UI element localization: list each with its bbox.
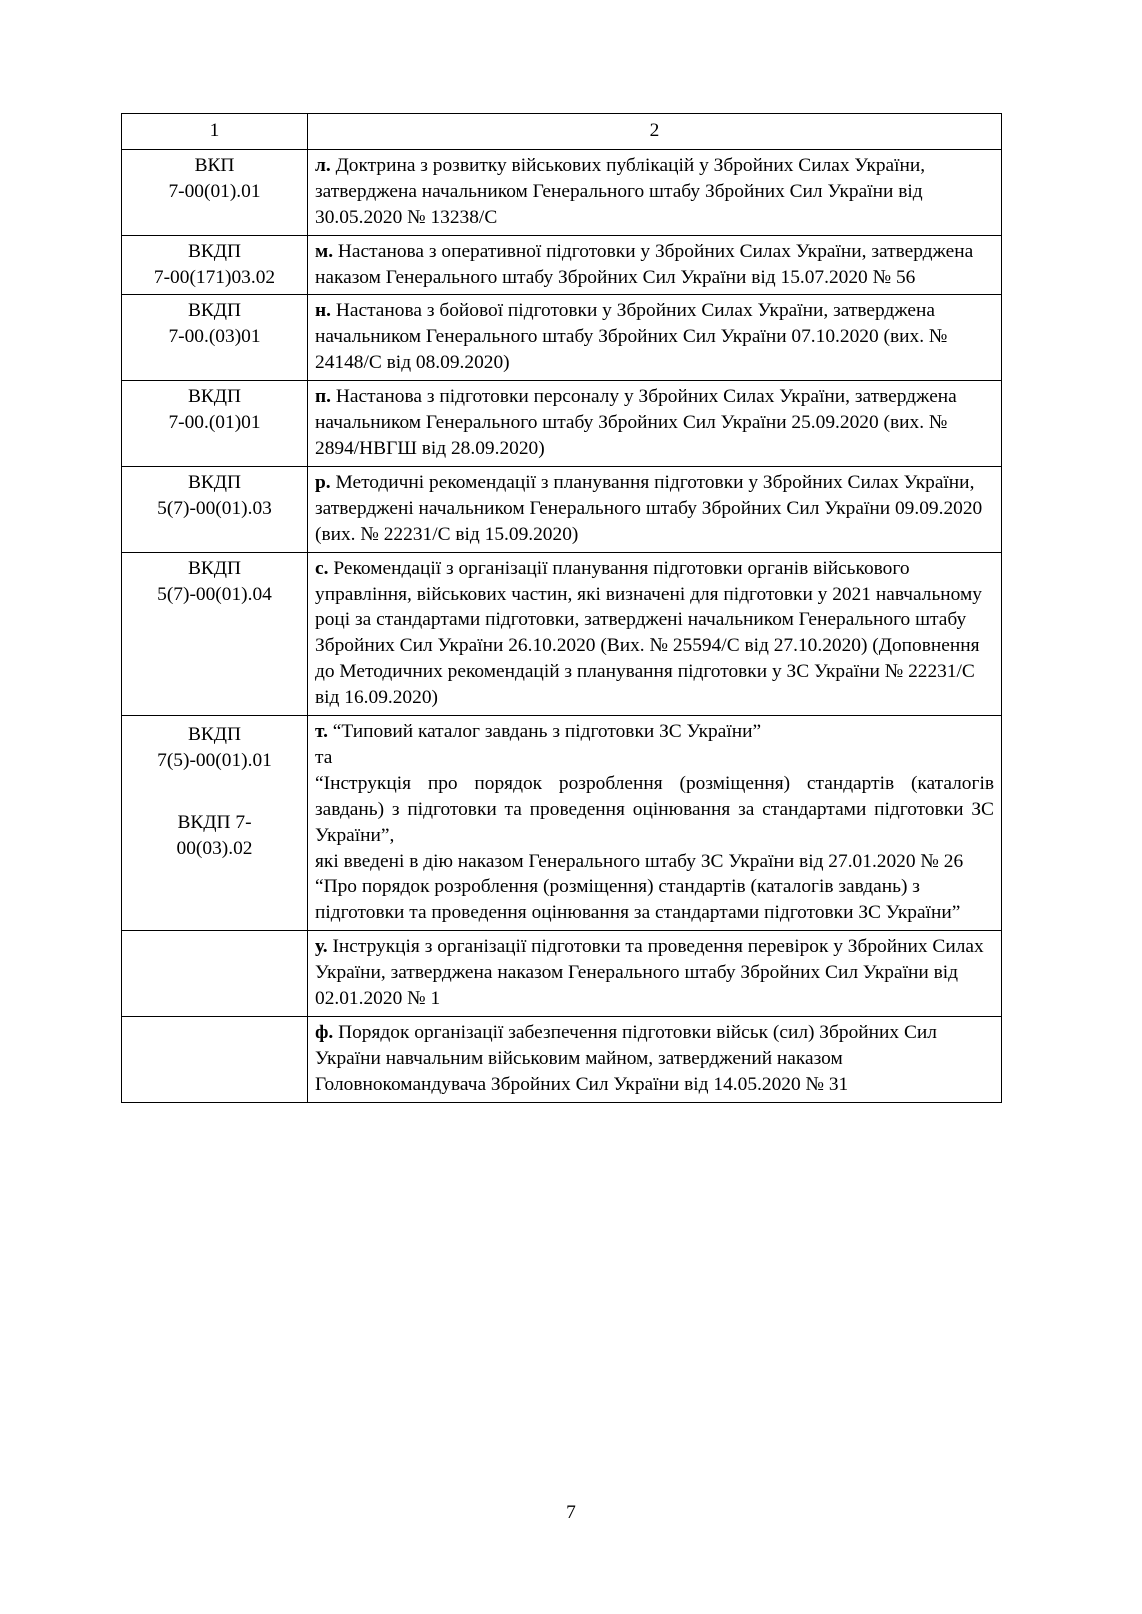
document-code-cell [122, 1017, 308, 1103]
table-row [122, 931, 1002, 1017]
document-code-cell [122, 716, 308, 931]
code-line: ВКП [194, 154, 235, 176]
code-line: ВКДП [187, 724, 242, 746]
code-line: 7-00.(03)01 [168, 326, 261, 348]
item-marker: п. [315, 386, 332, 408]
column-header-2: 2 [308, 114, 1002, 150]
document-code-cell [122, 235, 308, 295]
document-description-cell [308, 1017, 1002, 1103]
item-text: та [315, 746, 333, 768]
table-row [122, 149, 1002, 235]
column-header-1: 1 [122, 114, 308, 150]
table-row [122, 466, 1002, 552]
document-description-cell [308, 149, 1002, 235]
code-line: ВКДП [187, 471, 242, 493]
table-row [122, 1017, 1002, 1103]
item-text: Методичні рекомендації з планування підготовки у Збройних Силах України, затверджені начальником Генерального штабу Збройних Сил України 09.09.2020 (вих. № 22231/С від 15.09.2020) [315, 471, 983, 545]
code-line: 7-00(01).01 [168, 180, 261, 202]
code-line: 7-00(171)03.02 [153, 266, 276, 288]
document-description-cell [308, 235, 1002, 295]
document-code-cell [122, 149, 308, 235]
code-line: 7-00.(01)01 [168, 412, 261, 434]
item-text: які введені в дію наказом Генерального штабу ЗС України від 27.01.2020 № 26 “Про порядок розроблення (розміщення) стандартів (каталогів завдань) з підготовки та проведення оцінювання за стандартами підготовки ЗС України” [315, 850, 964, 924]
item-marker: н. [315, 300, 332, 322]
item-marker: л. [315, 154, 331, 176]
page-number: 7 [566, 1502, 576, 1523]
document-description-cell [308, 552, 1002, 715]
table-row [122, 235, 1002, 295]
item-text: Доктрина з розвитку військових публікацій у Збройних Силах України, затверджена начальником Генерального штабу Збройних Сил України від 30.05.2020 № 13238/С [315, 154, 926, 228]
item-marker: т. [315, 721, 328, 743]
code-line: ВКДП [187, 240, 242, 262]
item-text: “Інструкція про порядок розроблення (розміщення) стандартів (каталогів завдань) з підготовки та проведення оцінювання за стандартами підготовки ЗС України”, [315, 772, 994, 846]
document-code-cell [122, 552, 308, 715]
document-code-cell [122, 295, 308, 381]
item-marker: ф. [315, 1022, 334, 1043]
code-line: 5(7)-00(01).04 [157, 583, 272, 605]
code-line: ВКДП [187, 386, 242, 408]
item-text: Настанова з оперативної підготовки у Збройних Силах України, затверджена наказом Генерального штабу Збройних Сил України від 15.07.2020 № 56 [315, 240, 974, 288]
item-marker: с. [315, 557, 329, 579]
item-text: Рекомендації з організації планування підготовки органів військового управління, військових частин, які визначені для підготовки у 2021 навчальному році за стандартами підготовки, затверджені начальником Генерального штабу Збройних Сил України 26.10.2020 (Вих. № 25594/С від 27.10.2020) (Доповнення до Методичних рекомендацій з планування підготовки у ЗС України № 22231/С від 16.09.2020) [315, 557, 982, 709]
code-line: 7(5)-00(01).01 [157, 749, 272, 771]
document-code-cell [122, 466, 308, 552]
item-text: “Типовий каталог завдань з підготовки ЗС України” [332, 721, 762, 743]
table-row [122, 716, 1002, 931]
table-header-row [122, 114, 1002, 150]
item-marker: м. [315, 240, 334, 262]
document-description-cell [308, 466, 1002, 552]
item-text: Настанова з підготовки персоналу у Збройних Силах України, затверджена начальником Генерального штабу Збройних Сил України 25.09.2020 (вих. № 2894/НВГШ від 28.09.2020) [315, 386, 957, 459]
code-line: ВКДП [187, 557, 242, 579]
code-line: 5(7)-00(01).03 [157, 497, 272, 519]
code-spacer [129, 774, 300, 810]
document-description-cell [308, 381, 1002, 467]
document-description-cell [308, 931, 1002, 1017]
table-row [122, 381, 1002, 467]
reference-documents-table [121, 113, 1002, 1103]
document-description-cell [308, 295, 1002, 381]
item-text: Порядок організації забезпечення підготовки військ (сил) Збройних Сил України навчальним військовим майном, затверджений наказом Головнокомандувача Збройних Сил України від 14.05.2020 № 31 [315, 1022, 937, 1095]
table-row [122, 552, 1002, 715]
table-row [122, 295, 1002, 381]
document-code-cell [122, 381, 308, 467]
code-line: 00(03).02 [176, 837, 253, 859]
item-text: Інструкція з організації підготовки та проведення перевірок у Збройних Силах України, затверджена наказом Генерального штабу Збройних Сил України від 02.01.2020 № 1 [315, 936, 984, 1010]
document-description-cell [308, 716, 1002, 931]
document-code-cell [122, 931, 308, 1017]
item-marker: у. [315, 936, 328, 958]
code-line: ВКДП 7- [177, 811, 252, 833]
item-marker: р. [315, 471, 331, 493]
code-line: ВКДП [187, 300, 242, 322]
item-text: Настанова з бойової підготовки у Збройних Силах України, затверджена начальником Генерального штабу Збройних Сил України 07.10.2020 (вих. № 24148/С від 08.09.2020) [315, 300, 948, 374]
